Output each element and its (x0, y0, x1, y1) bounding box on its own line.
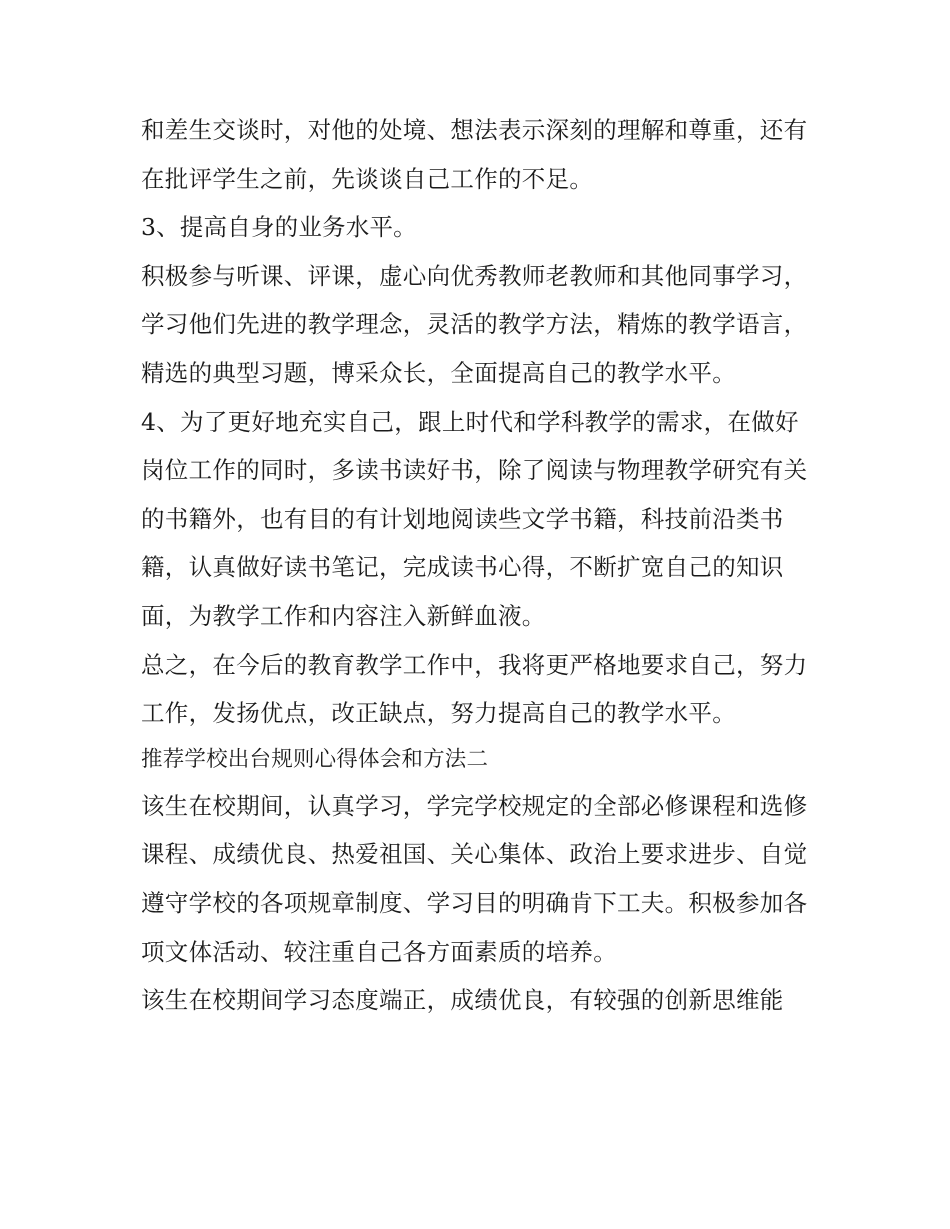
section-heading-improve-skills: 3、提高自身的业务水平。 (141, 213, 417, 242)
document-body (141, 106, 821, 1025)
paragraph-student-evaluation: 该生在校期间，认真学习，学完学校规定的全部必修课程和选修课程、成绩优良、热爱祖国、关心集体、政治上要求进步、自觉遵守学校的各项规章制度、学习目的明确肯下工夫。积极参加各项文体活动、较注重自己各方面素质的培养。 (141, 791, 808, 966)
section-heading-method-two: 推荐学校出台规则心得体会和方法二 (141, 746, 489, 772)
paragraph-reading-plan: 4、为了更好地充实自己，跟上时代和学科教学的需求，在做好岗位工作的同时，多读书读好书，除了阅读与物理教学研究有关的书籍外，也有目的有计划地阅读些文学书籍，科技前沿类书籍，认真做好读书笔记，完成读书心得，不断扩宽自己的知识面，为教学工作和内容注入新鲜血液。 (141, 407, 808, 630)
paragraph-conclusion: 总之，在今后的教育教学工作中，我将更严格地要求自己，努力工作，发扬优点，改正缺点，努力提高自己的教学水平。 (141, 650, 808, 728)
paragraph-student-communication: 和差生交谈时，对他的处境、想法表示深刻的理解和尊重，还有在批评学生之前，先谈谈自己工作的不足。 (141, 116, 808, 193)
paragraph-student-attitude: 该生在校期间学习态度端正，成绩优良，有较强的创新思维能 (141, 986, 784, 1015)
paragraph-attend-lessons: 积极参与听课、评课，虚心向优秀教师老教师和其他同事学习，学习他们先进的教学理念，灵活的教学方法，精炼的教学语言，精选的典型习题，博采众长，全面提高自己的教学水平。 (141, 261, 808, 387)
